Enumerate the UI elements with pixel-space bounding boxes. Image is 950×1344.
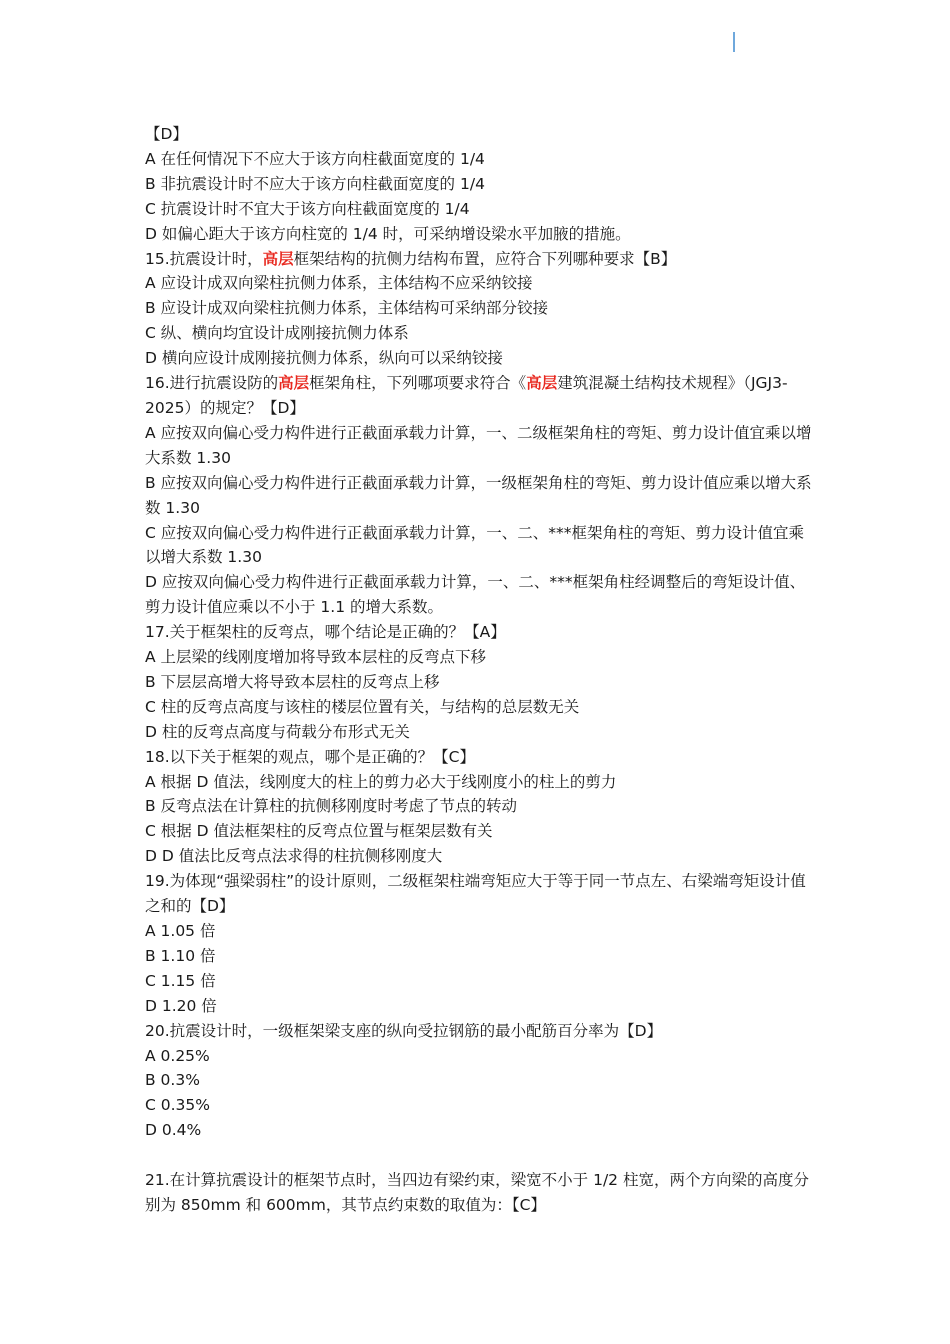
text-segment: D 柱的反弯点高度与荷载分布形式无关 xyxy=(145,722,410,741)
text-segment: B 下层层高增大将导致本层柱的反弯点上移 xyxy=(145,672,440,691)
text-segment: A 根据 D 值法，线刚度大的柱上的剪力必大于线刚度小的柱上的剪力 xyxy=(145,772,617,791)
text-line xyxy=(145,969,815,994)
text-segment: B 应设计成双向梁柱抗侧力体系，主体结构可采纳部分铰接 xyxy=(145,299,549,318)
text-segment: 【D】 xyxy=(145,125,188,143)
text-line xyxy=(145,1019,815,1044)
header-bookmark-mark xyxy=(733,32,735,52)
text-segment: A 在任何情况下不应大于该方向柱截面宽度的 1/4 xyxy=(145,149,485,168)
text-line xyxy=(145,247,815,272)
text-line xyxy=(145,296,815,321)
text-segment: 18.以下关于框架的观点，哪个是正确的？【C】 xyxy=(145,747,475,766)
text-line xyxy=(145,570,815,620)
text-segment: B 1.10 倍 xyxy=(145,946,216,965)
text-line xyxy=(145,346,815,371)
text-segment: 15.抗震设计时， xyxy=(145,249,263,268)
text-line xyxy=(145,770,815,795)
text-line xyxy=(145,271,815,296)
highlight-keyword: 高层 xyxy=(262,249,294,268)
text-segment: C 0.35% xyxy=(145,1096,210,1115)
text-line xyxy=(145,1093,815,1118)
text-segment: 16.进行抗震设防的 xyxy=(145,374,279,393)
text-segment: B 0.3% xyxy=(145,1071,200,1090)
text-segment: 20.抗震设计时，一级框架梁支座的纵向受拉钢筋的最小配筋百分率为【D】 xyxy=(145,1021,663,1040)
text-line xyxy=(145,1118,815,1143)
text-line xyxy=(145,844,815,869)
text-segment: D 如偏心距大于该方向柱宽的 1/4 时，可采纳增设梁水平加腋的措施。 xyxy=(145,224,631,243)
text-line xyxy=(145,122,815,147)
text-segment: B 非抗震设计时不应大于该方向柱截面宽度的 1/4 xyxy=(145,174,485,193)
text-line xyxy=(145,321,815,346)
text-segment: D 应按双向偏心受力构件进行正截面承载力计算，一、二、***框架角柱经调整后的弯矩设计值、剪力设计值应乘以不小于 1.1 的增大系数。 xyxy=(145,573,806,617)
text-segment: C 应按双向偏心受力构件进行正截面承载力计算，一、二、***框架角柱的弯矩、剪力设计值宜乘以增大系数 1.30 xyxy=(145,523,805,567)
text-segment: B 反弯点法在计算柱的抗侧移刚度时考虑了节点的转动 xyxy=(145,797,518,816)
text-segment: A 1.05 倍 xyxy=(145,922,216,940)
text-segment: A 上层梁的线刚度增加将导致本层柱的反弯点下移 xyxy=(145,648,487,667)
text-line xyxy=(145,172,815,197)
text-line xyxy=(145,794,815,819)
highlight-keyword: 高层 xyxy=(278,374,310,393)
text-line xyxy=(145,994,815,1019)
text-line xyxy=(145,819,815,844)
text-line xyxy=(145,222,815,247)
text-line xyxy=(145,695,815,720)
text-line xyxy=(145,869,815,919)
text-segment: 框架角柱，下列哪项要求符合《 xyxy=(309,374,527,393)
text-segment: C 抗震设计时不宜大于该方向柱截面宽度的 1/4 xyxy=(145,199,470,218)
text-segment: A 应按双向偏心受力构件进行正截面承载力计算，一、二级框架角柱的弯矩、剪力设计值宜乘以增大系数 1.30 xyxy=(145,423,812,467)
text-segment: 19.为体现“强梁弱柱”的设计原则，二级框架柱端弯矩应大于等于同一节点左、右梁端弯矩设计值之和的【D】 xyxy=(145,872,806,916)
text-segment: 建筑混凝土结构技术规程》（JGJ3-2025）的规定？【D】 xyxy=(145,374,788,417)
text-line xyxy=(145,944,815,969)
text-segment: D 横向应设计成刚接抗侧力体系，纵向可以采纳铰接 xyxy=(145,349,503,368)
highlight-keyword: 高层 xyxy=(526,374,558,393)
text-line xyxy=(145,471,815,521)
text-line xyxy=(145,919,815,944)
text-segment: C 1.15 倍 xyxy=(145,971,216,990)
text-line xyxy=(145,1044,815,1069)
text-line xyxy=(145,371,815,421)
text-segment: 17.关于框架柱的反弯点，哪个结论是正确的？【A】 xyxy=(145,623,506,642)
text-segment: A 应设计成双向梁柱抗侧力体系，主体结构不应采纳铰接 xyxy=(145,274,533,293)
text-segment: 21.在计算抗震设计的框架节点时，当四边有梁约束，梁宽不小于 1/2 柱宽，两个方向梁的高度分别为 850mm 和 600mm，其节点约束数的取值为：【C】 xyxy=(145,1171,809,1214)
text-segment: D 1.20 倍 xyxy=(145,996,217,1015)
text-segment: C 纵、横向均宜设计成刚接抗侧力体系 xyxy=(145,324,409,343)
text-line xyxy=(145,197,815,222)
text-segment: C 根据 D 值法框架柱的反弯点位置与框架层数有关 xyxy=(145,822,493,841)
text-line xyxy=(145,670,815,695)
text-line xyxy=(145,521,815,571)
text-segment: D 0.4% xyxy=(145,1121,202,1140)
text-segment: B 应按双向偏心受力构件进行正截面承载力计算，一级框架角柱的弯矩、剪力设计值应乘以增大系数 1.30 xyxy=(145,473,812,517)
text-line xyxy=(145,645,815,670)
text-segment: A 0.25% xyxy=(145,1046,210,1065)
text-line xyxy=(145,1168,815,1218)
text-line xyxy=(145,147,815,172)
text-line xyxy=(145,745,815,770)
text-line xyxy=(145,720,815,745)
document-body xyxy=(145,122,815,1218)
text-line xyxy=(145,620,815,645)
blank-line xyxy=(145,1143,815,1168)
text-segment: 框架结构的抗侧力结构布置，应符合下列哪种要求【B】 xyxy=(293,249,677,268)
text-line xyxy=(145,1068,815,1093)
text-line xyxy=(145,421,815,471)
text-segment: D D 值法比反弯点法求得的柱抗侧移刚度大 xyxy=(145,847,443,866)
text-segment: C 柱的反弯点高度与该柱的楼层位置有关，与结构的总层数无关 xyxy=(145,697,580,716)
